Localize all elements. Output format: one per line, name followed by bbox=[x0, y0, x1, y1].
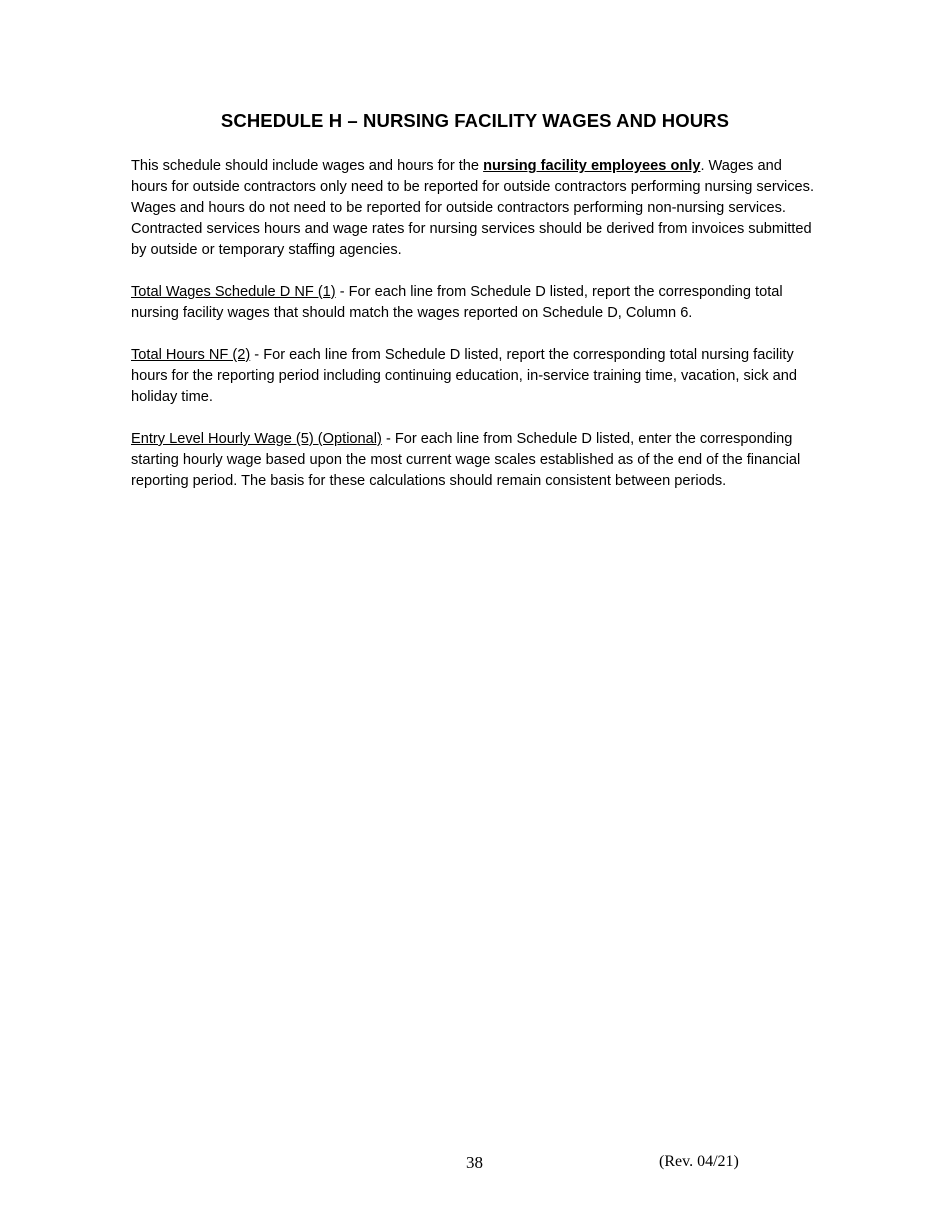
document-body bbox=[131, 156, 821, 513]
section-body-entry-level-wage: - For each line from Schedule D listed, enter the corresponding starting hourly wage based upon the most current wage scales established as of the end of the financial reporting period. The basis for these calculations should remain consistent between periods. bbox=[131, 431, 801, 489]
section-total-wages bbox=[131, 282, 821, 324]
intro-text-end: . Wages and hours for outside contractors only need to be reported for outside contractors performing nursing services. Wages and hours do not need to be reported for outside contractors performing non-nursing services. Contracted services hours and wage rates for nursing services should be derived from invoices submitted by outside or temporary staffing agencies. bbox=[131, 158, 815, 258]
revision-label: (Rev. 04/21) bbox=[659, 1153, 739, 1170]
intro-text-start: This schedule should include wages and hours for the bbox=[131, 158, 484, 174]
section-body-total-wages: - For each line from Schedule D listed, report the corresponding total nursing facility wages that should match the wages reported on Schedule D, Column 6. bbox=[131, 284, 783, 321]
section-heading-total-wages: Total Wages Schedule D NF (1) bbox=[131, 284, 336, 300]
intro-emphasis: nursing facility employees only bbox=[483, 158, 701, 174]
section-heading-total-hours: Total Hours NF (2) bbox=[131, 347, 251, 363]
page-title: SCHEDULE H – NURSING FACILITY WAGES AND HOURS bbox=[220, 110, 730, 131]
intro-paragraph bbox=[131, 156, 821, 261]
section-body-total-hours: - For each line from Schedule D listed, report the corresponding total nursing facility hours for the reporting period including continuing education, in-service training time, vacation, sick and holiday time. bbox=[131, 347, 798, 405]
section-total-hours bbox=[131, 345, 821, 408]
page-number: 38 bbox=[466, 1153, 483, 1172]
section-entry-level-wage bbox=[131, 429, 821, 492]
section-heading-entry-level-wage: Entry Level Hourly Wage (5) (Optional) bbox=[131, 431, 382, 447]
